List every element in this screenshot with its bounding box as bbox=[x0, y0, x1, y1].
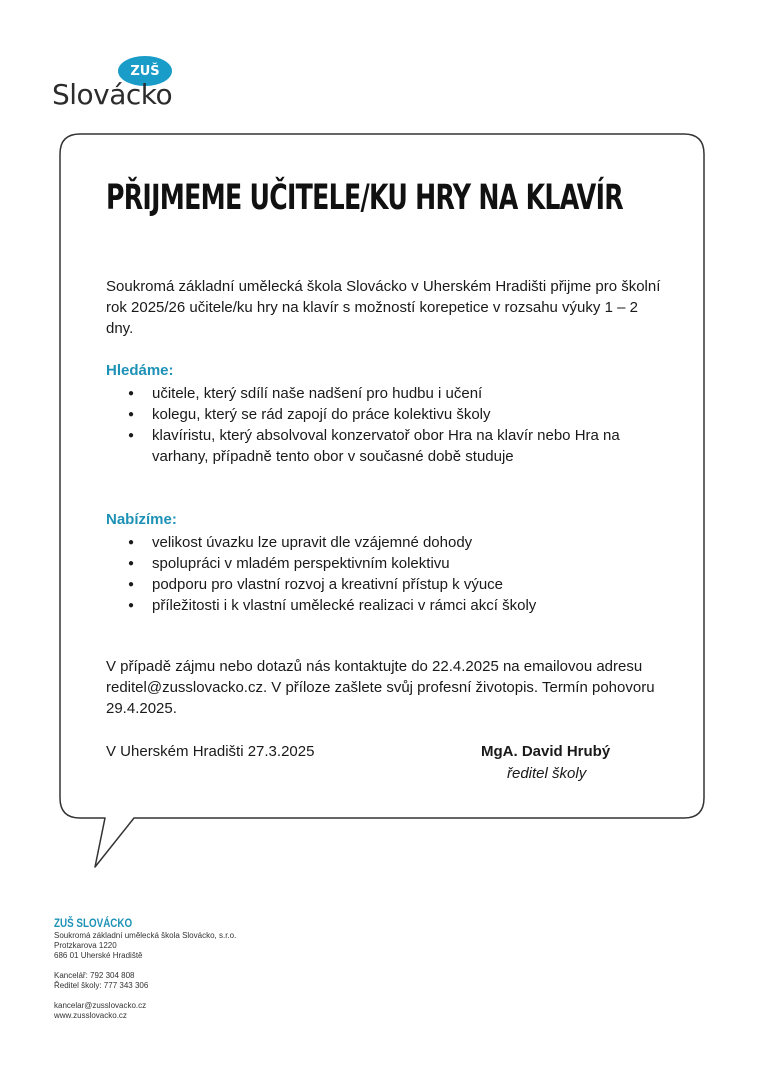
signer-role: ředitel školy bbox=[507, 765, 587, 782]
list-item: ● klavíristu, který absolvoval konzervatoř obor Hra na klavír nebo Hra na varhany, případně tento obor v současné době studuje bbox=[106, 425, 666, 467]
list-item: ● kolegu, který se rád zapojí do práce kolektivu školy bbox=[106, 404, 666, 425]
footer-email-link[interactable]: kancelar@zusslovacko.cz bbox=[54, 1001, 147, 1010]
offering-list bbox=[106, 532, 666, 616]
signer-name: MgA. David Hrubý bbox=[481, 743, 611, 760]
list-item: ● podporu pro vlastní rozvoj a kreativní přístup k výuce bbox=[106, 574, 666, 595]
footer-director-phone: Ředitel školy: 777 343 306 bbox=[54, 981, 149, 990]
intro-paragraph: Soukromá základní umělecká škola Slovácko v Uherském Hradišti přijme pro školní rok 2025/26 učitele/ku hry na klavír s možností korepetice v rozsahu výuky 1 – 2 dny. bbox=[106, 278, 661, 337]
footer-web-link[interactable]: www.zusslovacko.cz bbox=[54, 1011, 127, 1020]
list-item: ● velikost úvazku lze upravit dle vzájemné dohody bbox=[106, 532, 666, 553]
footer-org: Soukromá základní umělecká škola Slovácko, s.r.o. bbox=[54, 931, 237, 940]
footer-street: Protzkarova 1220 bbox=[54, 941, 117, 950]
footer-city: 686 01 Uherské Hradiště bbox=[54, 951, 143, 960]
list-item: ● učitele, který sdílí naše nadšení pro hudbu i učení bbox=[106, 383, 666, 404]
logo-wordmark: Slovácko bbox=[52, 78, 173, 111]
page-title: PŘIJMEME UČITELE/KU HRY NA KLAVÍR bbox=[106, 178, 623, 218]
place-date: V Uherském Hradišti 27.3.2025 bbox=[106, 743, 315, 760]
school-logo bbox=[52, 52, 202, 122]
seeking-list bbox=[106, 383, 666, 467]
contact-paragraph: V případě zájmu nebo dotazů nás kontaktujte do 22.4.2025 na emailovou adresu reditel@zusslovacko.cz. V příloze zašlete svůj profesní životopis. Termín pohovoru 29.4.2025. bbox=[106, 658, 655, 717]
footer-brand: ZUŠ SLOVÁCKO bbox=[54, 916, 133, 930]
footer-contact-block bbox=[54, 918, 236, 1021]
list-item: ● spolupráci v mladém perspektivním kolektivu bbox=[106, 553, 666, 574]
offering-heading: Nabízíme: bbox=[106, 511, 177, 528]
footer-office-phone: Kancelář: 792 304 808 bbox=[54, 971, 135, 980]
list-item: ● příležitosti i k vlastní umělecké realizaci v rámci akcí školy bbox=[106, 595, 666, 616]
seeking-heading: Hledáme: bbox=[106, 362, 174, 379]
logo-speech-bubble: ZUŠ bbox=[118, 56, 172, 86]
